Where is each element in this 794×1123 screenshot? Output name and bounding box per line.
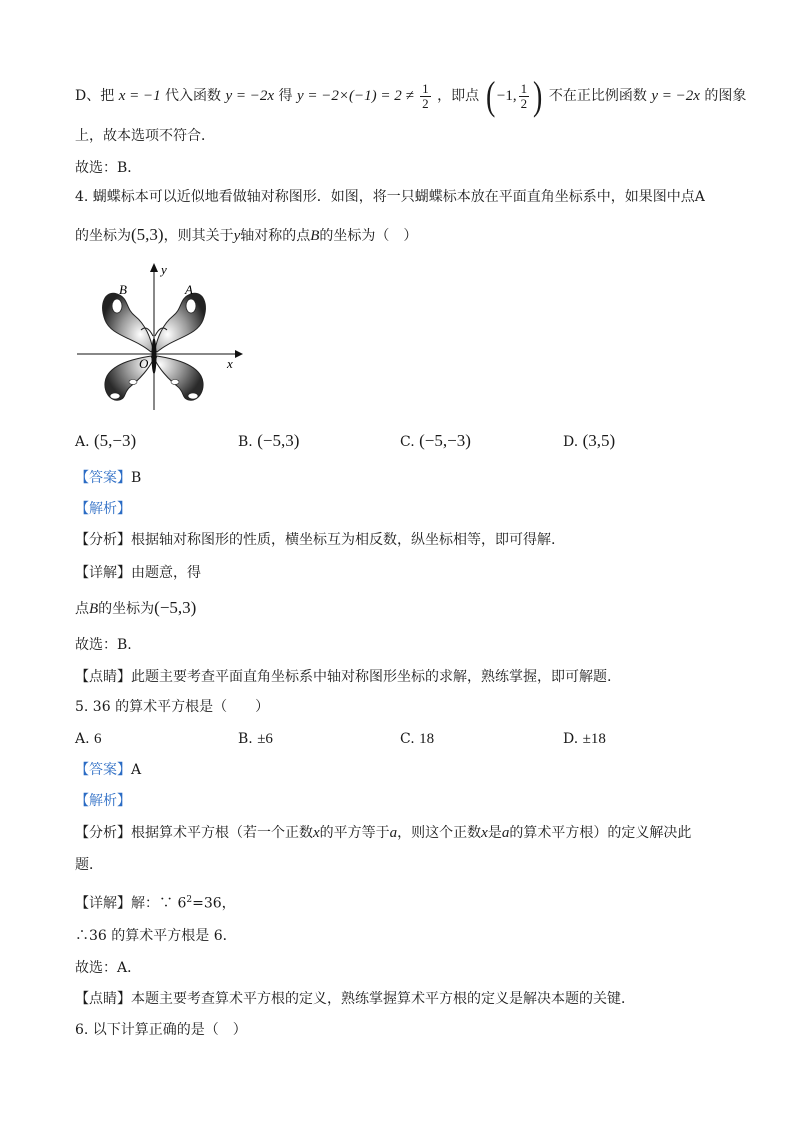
q3-answer: 故选：B． — [75, 160, 142, 176]
answer-tag: 【答案】 — [75, 470, 131, 486]
q4-answer — [75, 468, 141, 488]
math-expr: (5,3) — [131, 225, 164, 244]
superscript: 2 — [186, 895, 193, 905]
option-letter: D. — [563, 434, 579, 450]
wing-spot — [129, 380, 137, 385]
math-expr: B — [310, 228, 320, 244]
q5-choose: 故选：A． — [75, 960, 142, 976]
text: 的坐标为 — [98, 601, 155, 617]
option-value: (5,−3) — [94, 431, 137, 450]
text: D、把 — [75, 88, 115, 104]
q5-therefore: ∴36 的算术平方根是 6． — [75, 928, 237, 944]
q4-fenxi — [75, 530, 555, 550]
q5-fenxi-line2: 题． — [75, 857, 103, 873]
q5-answer — [75, 760, 141, 780]
q5-option-b[interactable] — [238, 729, 273, 749]
q4-analysis-tag — [75, 499, 131, 519]
option-letter: A. — [75, 434, 90, 450]
dianjing-tag: 【点睛】 — [75, 991, 131, 1007]
wing-spot — [186, 299, 196, 313]
option-value: ±6 — [257, 731, 273, 747]
wing-spot — [188, 393, 198, 399]
option-letter: B. — [238, 434, 253, 450]
math-expr: x = −1 — [118, 88, 161, 104]
paren-left: ( — [485, 73, 495, 118]
analysis-tag: 【解析】 — [75, 793, 131, 809]
fenxi-tag: 【分析】 — [75, 532, 131, 548]
option-letter: C. — [400, 731, 415, 747]
q4-result — [75, 598, 196, 619]
xiangjie-tag: 【详解】 — [75, 895, 131, 912]
paren-right: ) — [533, 73, 543, 118]
q4-option-b[interactable] — [238, 431, 299, 452]
frac-num: 1 — [422, 80, 429, 96]
wing-spot — [171, 380, 179, 385]
option-letter: A. — [75, 731, 90, 747]
q4-stem-line2 — [75, 225, 417, 246]
xiangjie-text: 由题意，得 — [131, 565, 201, 581]
q5-option-a[interactable] — [75, 729, 102, 749]
option-value: (−5,3) — [257, 431, 300, 450]
text: ，即点 — [437, 88, 480, 104]
text: 的坐标为 — [75, 228, 131, 244]
q4-option-d[interactable] — [563, 431, 615, 452]
math-expr: −1, — [496, 88, 517, 104]
text: 得 — [278, 88, 293, 104]
math-expr: a — [501, 825, 510, 841]
dianjing-text: 本题主要考查算术平方根的定义，熟练掌握算术平方根的定义是解决本题的关键． — [131, 991, 635, 1007]
q4-dianjing — [75, 667, 611, 687]
q5-fenxi-line1 — [75, 823, 691, 843]
y-axis-label: y — [161, 262, 167, 277]
upper-left-wing — [103, 293, 153, 352]
math-expr: y — [233, 228, 241, 244]
text: ，则这个正数 — [397, 825, 482, 841]
q5-analysis-tag — [75, 791, 131, 811]
text: 解：∵ 6 — [131, 895, 187, 912]
answer-value: B — [131, 470, 142, 486]
q5-option-c[interactable] — [400, 729, 434, 749]
q3-option-d-line1 — [75, 73, 747, 118]
answer-value: A — [131, 762, 142, 778]
text: 不在正比例函数 — [548, 88, 647, 104]
option-value: 18 — [419, 731, 435, 747]
point-b-label: B — [119, 282, 127, 297]
dianjing-tag: 【点睛】 — [75, 669, 131, 685]
fraction — [420, 82, 431, 111]
text: 的平方等于 — [319, 825, 390, 841]
upper-right-wing — [155, 293, 205, 352]
q4-option-c[interactable] — [400, 431, 471, 452]
text: 的图象 — [704, 88, 747, 104]
option-value: ±18 — [582, 731, 606, 747]
option-value: (3,5) — [582, 431, 616, 450]
math-expr: a — [389, 825, 398, 841]
x-axis-arrow — [235, 350, 243, 358]
q5-option-d[interactable] — [563, 729, 606, 749]
text: 点 — [75, 601, 89, 617]
math-expr: (−5,3) — [154, 598, 197, 617]
q5-dianjing — [75, 989, 635, 1009]
text: 的坐标为（ ） — [319, 228, 418, 244]
math-expr: y = −2x — [651, 88, 700, 104]
text: 的算术平方根）的定义解决此 — [509, 825, 692, 841]
math-expr: x — [313, 825, 320, 841]
q4-option-a[interactable] — [75, 431, 136, 452]
fenxi-tag: 【分析】 — [75, 825, 131, 841]
q5-xiangjie — [75, 890, 236, 914]
text: 代入函数 — [165, 88, 222, 104]
frac-den: 2 — [520, 95, 528, 111]
butterfly-figure — [75, 260, 245, 415]
butterfly-diagram — [75, 260, 245, 415]
dianjing-text: 此题主要考查平面直角坐标系中轴对称图形坐标的求解，熟练掌握，即可解题. — [131, 669, 612, 685]
math-expr: x — [481, 825, 488, 841]
option-value: (−5,−3) — [419, 431, 471, 450]
option-letter: D. — [563, 731, 579, 747]
q6-stem: 6. 以下计算正确的是（ ） — [75, 1022, 247, 1038]
fenxi-text: 根据轴对称图形的性质，横坐标互为相反数，纵坐标相等，即可得解. — [131, 532, 556, 548]
y-axis-arrow — [150, 263, 158, 272]
analysis-tag: 【解析】 — [75, 501, 131, 517]
q3-option-d-line2: 上，故本选项不符合． — [75, 128, 215, 144]
origin-label: O — [139, 356, 149, 371]
point-a-label: A — [185, 282, 193, 297]
math-expr: y = −2x — [225, 88, 275, 104]
wing-spot — [112, 299, 122, 313]
wing-spot — [110, 393, 120, 399]
text: =36， — [192, 895, 236, 912]
math-expr: B — [89, 601, 99, 617]
q4-xiangjie — [75, 563, 201, 583]
text: 轴对称的点 — [240, 228, 311, 244]
option-letter: B. — [238, 731, 253, 747]
x-axis-label: x — [227, 356, 233, 371]
text: 是 — [487, 825, 502, 841]
frac-den: 2 — [422, 95, 429, 111]
q5-stem: 5. 36 的算术平方根是（ ） — [75, 699, 270, 715]
q4-choose: 故选：B. — [75, 637, 132, 653]
option-letter: C. — [400, 434, 415, 450]
answer-tag: 【答案】 — [75, 762, 131, 778]
text: ，则其关于 — [163, 228, 234, 244]
q4-stem-line1: 4. 蝴蝶标本可以近似地看做轴对称图形．如图，将一只蝴蝶标本放在平面直角坐标系中，如果图中点A — [75, 189, 705, 205]
fraction — [519, 82, 530, 111]
xiangjie-tag: 【详解】 — [75, 565, 131, 581]
math-expr: y = −2×(−1) = 2 ≠ — [296, 88, 414, 104]
frac-num: 1 — [520, 80, 528, 96]
option-value: 6 — [94, 731, 102, 747]
text: 根据算术平方根（若一个正数 — [131, 825, 313, 841]
